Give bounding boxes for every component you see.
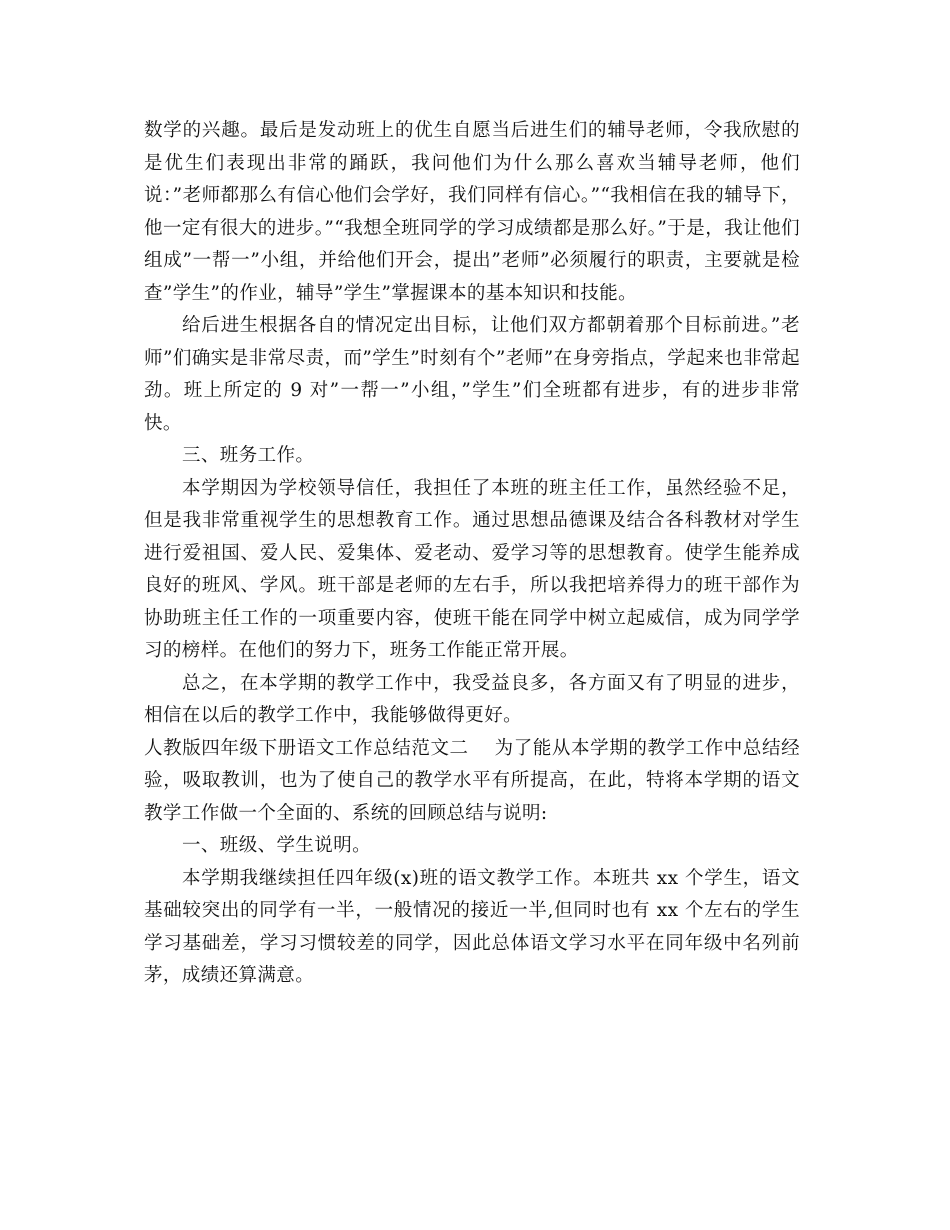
paragraph-4: 总之，在本学期的教学工作中，我受益良多，各方面又有了明显的进步，相信在以后的教学工作中，我能够做得更好。: [144, 672, 800, 726]
paragraph-3: 本学期因为学校领导信任，我担任了本班的班主任工作，虽然经验不足，但是我非常重视学生的思想教育工作。通过思想品德课及结合各科教材对学生进行爱祖国、爱人民、爱集体、爱老动、爱学习等的思想教育。使学生能养成良好的班风、学风。班干部是老师的左右手，所以我把培养得力的班干部作为协助班主任工作的一项重要内容，使班干能在同学中树立起威信，成为同学学习的榜样。在他们的努力下，班务工作能正常开展。: [144, 477, 800, 661]
document-body: [144, 115, 800, 993]
section-heading-class-students: 一、班级、学生说明。: [182, 835, 372, 856]
paragraph-5-body: 为了能从本学期的教学工作中总结经验，吸取教训，也为了使自己的教学水平有所提高，在此，特将本学期的语文教学工作做一个全面的、系统的回顾总结与说明:: [144, 737, 800, 824]
paragraph-5: [144, 733, 800, 831]
paragraph-1: 数学的兴趣。最后是发动班上的优生自愿当后进生们的辅导老师，令我欣慰的是优生们表现出非常的踊跃，我问他们为什么那么喜欢当辅导老师，他们说：”老师都那么有信心他们会学好，我们同样有信心。”“我相信在我的辅导下，他一定有很大的进步。”“我想全班同学的学习成绩都是那么好。”于是，我让他们组成”一帮一”小组，并给他们开会，提出”老师”必须履行的职责，主要就是检查”学生”的作业，辅导”学生”掌握课本的基本知识和技能。: [144, 120, 800, 304]
paragraph-2: 给后进生根据各自的情况定出目标，让他们双方都朝着那个目标前进。”老师”们确实是非常尽责，而”学生”时刻有个”老师”在身旁指点，学起来也非常起劲。班上所定的 9 对”一帮一”小组，”学生”们全班都有进步，有的进步非常快。: [144, 315, 800, 434]
paragraph-6: 本学期我继续担任四年级(x)班的语文教学工作。本班共 xx 个学生，语文基础较突出的同学有一半，一般情况的接近一半,但同时也有 xx 个左右的学生学习基础差，学习习惯较差的同学，因此总体语文学习水平在同年级中名列前茅，成绩还算满意。: [144, 867, 800, 986]
article-title: 人教版四年级下册语文工作总结范文二: [144, 737, 469, 759]
section-heading-class-affairs: 三、班务工作。: [182, 445, 315, 466]
